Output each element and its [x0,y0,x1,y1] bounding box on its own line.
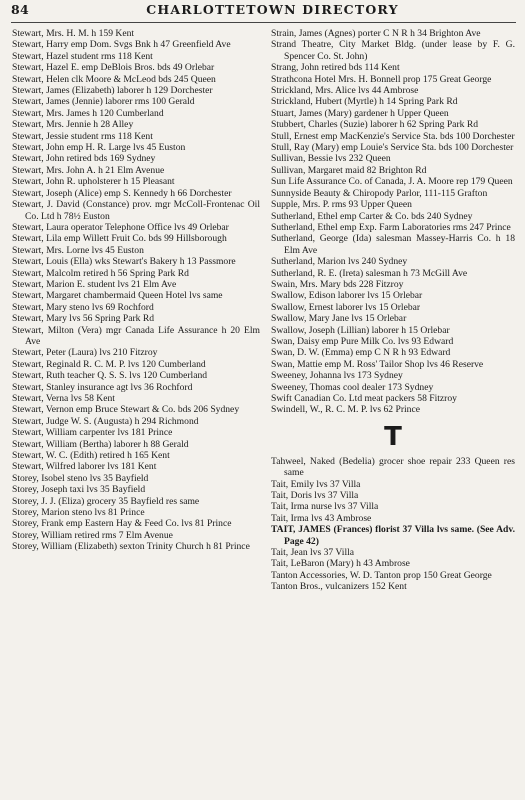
directory-entry: Stewart, John emp H. R. Large lvs 45 Euston [12,142,186,154]
directory-entry: Stewart, Hazel E. emp DeBlois Bros. bds 49 Orlebar [12,62,215,74]
directory-entry: Sutherland, Ethel emp Carter & Co. bds 240 Sydney [271,210,473,222]
right-column [271,28,515,593]
directory-entry: Stewart, Hazel student rms 118 Kent [12,50,153,62]
directory-entry: Stewart, Mary steno lvs 69 Rochford [12,301,154,313]
page-header [0,0,525,22]
directory-entry: Swan, Mattie emp M. Ross' Tailor Shop lvs 46 Reserve [271,358,484,370]
s-entries [271,28,515,416]
section-letter: T [384,421,402,452]
running-head: CHARLOTTETOWN DIRECTORY [146,2,399,17]
directory-entry: Strang, John retired bds 114 Kent [271,62,400,74]
page-number: 84 [11,2,29,17]
directory-entry: Stewart, Mrs. Lorne lvs 45 Euston [12,244,144,256]
directory-entry: Sweeney, Johanna lvs 173 Sydney [271,370,403,382]
directory-entry: Swallow, Mary Jane lvs 15 Orlebar [271,313,407,325]
directory-entry: Stewart, Reginald R. C. M. P. lvs 120 Cumberland [12,358,206,370]
directory-entry: Stewart, Wilfred laborer lvs 181 Kent [12,461,157,473]
directory-entry: Storey, Joseph taxi lvs 35 Bayfield [12,484,146,496]
directory-entry: Stewart, Louis (Ella) wks Stewart's Bakery h 13 Passmore [12,256,236,268]
directory-entry: Storey, William (Elizabeth) sexton Trinity Church h 81 Prince [12,541,250,553]
directory-entry: Stewart, Laura operator Telephone Office lvs 49 Orlebar [12,221,229,233]
directory-entry: Swallow, Joseph (Lillian) laborer h 15 Orlebar [271,324,450,336]
directory-entry: Storey, J. J. (Eliza) grocery 35 Bayfield res same [12,495,200,507]
directory-entry: Sunnyside Beauty & Chiropody Parlor, 111-115 Grafton [271,187,488,199]
directory-entry: Stuart, James (Mary) gardener h Upper Queen [271,107,449,119]
directory-entry: Tahweel, Naked (Bedelia) grocer shoe repair 233 Queen res same [271,455,515,479]
directory-entry: Strathcona Hotel Mrs. H. Bonnell prop 175 Great George [271,73,492,85]
directory-entry: Swallow, Edison laborer lvs 15 Orlebar [271,290,423,302]
directory-entry: Swain, Mrs. Mary bds 228 Fitzroy [271,278,404,290]
directory-entry: Swan, Daisy emp Pure Milk Co. lvs 93 Edward [271,335,454,347]
directory-entry: Supple, Mrs. P. rms 93 Upper Queen [271,199,412,211]
directory-entry: Storey, Frank emp Eastern Hay & Feed Co. lvs 81 Prince [12,518,232,530]
directory-entry: Stewart, Milton (Vera) mgr Canada Life Assurance h 20 Elm Ave [12,324,260,347]
directory-entry: Stewart, Mrs. H. M. h 159 Kent [12,28,135,39]
directory-entry: Sutherland, Marion lvs 240 Sydney [271,256,408,268]
directory-entry: Stewart, Helen clk Moore & McLeod bds 245 Queen [12,73,216,85]
directory-entry: Strickland, Mrs. Alice lvs 44 Ambrose [271,85,419,97]
directory-entry: Stewart, J. David (Constance) prov. mgr McColl-Frontenac Oil Co. Ltd h 78½ Euston [12,199,260,222]
directory-entry: TAIT, JAMES (Frances) florist 37 Villa lvs same. (See Adv. Page 42) [271,524,515,547]
directory-entry: Stewart, Mrs. Jennie h 28 Alley [12,119,134,131]
directory-entry: Stewart, Vernon emp Bruce Stewart & Co. bds 206 Sydney [12,404,240,416]
directory-entry: Stewart, Verna lvs 58 Kent [12,393,115,404]
directory-entry: Storey, Isobel steno lvs 35 Bayfield [12,472,149,484]
directory-entry: Sullivan, Bessie lvs 232 Queen [271,153,391,165]
directory-entry: Swift Canadian Co. Ltd meat packers 58 Fitzroy [271,393,457,404]
directory-entry: Tait, LeBaron (Mary) h 43 Ambrose [271,558,410,570]
directory-entry: Swan, D. W. (Emma) emp C N R h 93 Edward [271,347,451,359]
directory-entry: Strain, James (Agnes) porter C N R h 34 Brighton Ave [271,28,481,39]
directory-entry: Stewart, Joseph (Alice) emp S. Kennedy h 66 Dorchester [12,187,232,199]
directory-entry: Tait, Jean lvs 37 Villa [271,547,355,559]
directory-entry: Stewart, Harry emp Dom. Svgs Bnk h 47 Greenfield Ave [12,39,231,51]
directory-entry: Stewart, John retired bds 169 Sydney [12,153,156,165]
t-entries [271,456,515,593]
directory-entry: Sweeney, Thomas cool dealer 173 Sydney [271,381,434,393]
directory-entry: Stewart, Mary lvs 56 Spring Park Rd [12,313,155,325]
directory-entry: Tait, Irma lvs 43 Ambrose [271,512,372,524]
directory-entry: Sutherland, Ethel emp Exp. Farm Laboratories rms 247 Prince [271,221,511,233]
directory-entry: Stewart, Peter (Laura) lvs 210 Fitzroy [12,347,158,359]
directory-entry: Stewart, William carpenter lvs 181 Prince [12,427,173,439]
directory-entry: Stewart, Malcolm retired h 56 Spring Park Rd [12,267,189,279]
directory-entry: Stewart, James (Jennie) laborer rms 100 Gerald [12,96,195,108]
directory-entry: Tanton Bros., vulcanizers 152 Kent [271,581,407,593]
directory-entry: Stull, Ernest emp MacKenzie's Service Sta. bds 100 Dorchester [271,130,515,142]
directory-entry: Storey, William retired rms 7 Elm Avenue [12,529,173,541]
directory-entry: Tait, Emily lvs 37 Villa [271,478,361,490]
directory-entry: Tait, Doris lvs 37 Villa [271,490,359,502]
directory-entry: Stewart, Judge W. S. (Augusta) h 294 Richmond [12,415,199,427]
directory-entry: Stewart, James (Elizabeth) laborer h 129 Dorchester [12,85,213,97]
directory-entry: Stewart, Stanley insurance agt lvs 36 Rochford [12,381,193,393]
directory-entry: Tanton Accessories, W. D. Tanton prop 150 Great George [271,569,492,581]
directory-entry: Stewart, Ruth teacher Q. S. S. lvs 120 Cumberland [12,370,208,382]
header-rule [11,22,516,23]
directory-entry: Stewart, John R. upholsterer h 15 Pleasant [12,176,175,188]
directory-entry: Sullivan, Margaret maid 82 Brighton Rd [271,164,427,176]
directory-entry: Stewart, Marion E. student lvs 21 Elm Ave [12,278,177,290]
directory-entry: Stewart, Mrs. John A. h 21 Elm Avenue [12,164,165,176]
directory-entry: Sutherland, R. E. (Ireta) salesman h 73 McGill Ave [271,267,468,279]
directory-entry: Stewart, W. C. (Edith) retired h 165 Kent [12,450,170,462]
directory-entry: Sun Life Assurance Co. of Canada, J. A. Moore rep 179 Queen [271,176,513,188]
left-column [12,28,260,553]
directory-entry: Stewart, William (Bertha) laborer h 88 Gerald [12,438,189,450]
directory-entry: Tait, Irma nurse lvs 37 Villa [271,501,379,513]
directory-entry: Stewart, Mrs. James h 120 Cumberland [12,107,164,119]
directory-entry: Stull, Ray (Mary) emp Louie's Service Sta. bds 100 Dorchester [271,142,514,154]
directory-entry: Stewart, Jessie student rms 118 Kent [12,130,153,142]
directory-entry: Stewart, Margaret chambermaid Queen Hotel lvs same [12,290,223,302]
directory-entry: Stubbert, Charles (Suzie) laborer h 62 Spring Park Rd [271,119,479,131]
directory-entry: Strickland, Hubert (Myrtle) h 14 Spring Park Rd [271,96,458,108]
directory-entry: Swindell, W., R. C. M. P. lvs 62 Prince [271,404,420,416]
directory-entry: Stewart, Lila emp Willett Fruit Co. bds 99 Hillsborough [12,233,227,245]
directory-entry: Swallow, Ernest laborer lvs 15 Orlebar [271,301,421,313]
directory-entry: Sutherland, George (Ida) salesman Massey-Harris Co. h 18 Elm Ave [271,233,515,256]
directory-entry: Storey, Marion steno lvs 81 Prince [12,507,145,519]
directory-entry: Strand Theatre, City Market Bldg. (under lease by F. G. Spencer Co. St. John) [271,39,515,62]
